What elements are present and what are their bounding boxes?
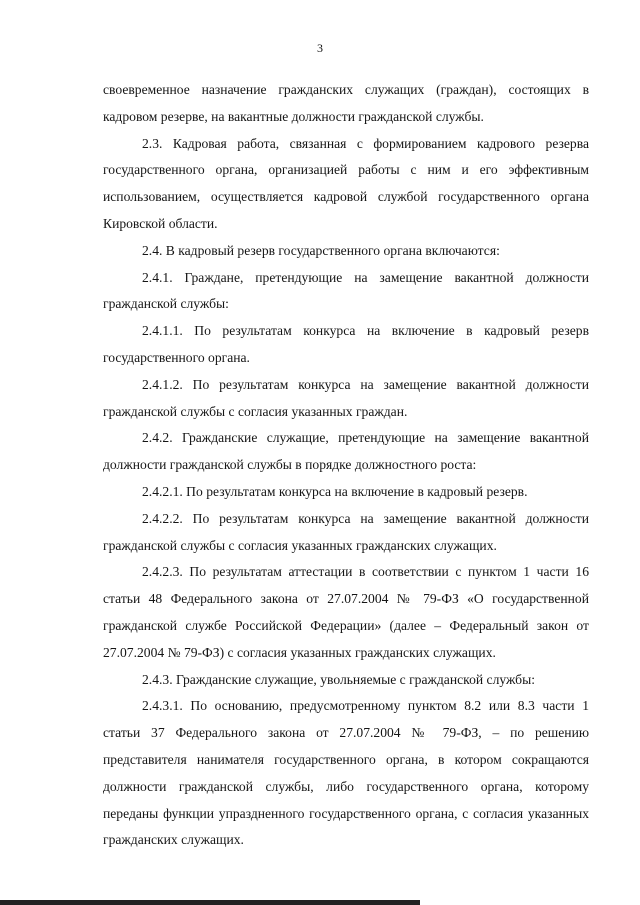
paragraph-2-4-2-1: 2.4.2.1. По результатам конкурса на включение в кадровый резерв. xyxy=(142,483,528,499)
paragraph-continuation: своевременное назначение гражданских служащих (граждан), состоящих в кадровом резерве, на вакантные должности гражданской службы. xyxy=(103,82,589,124)
paragraph-2-4-2-2: 2.4.2.2. По результатам конкурса на замещение вакантной должности гражданской службы с согласия указанных гражданских служащих. xyxy=(103,510,589,553)
paragraph-2-4-2: 2.4.2. Гражданские служащие, претендующие на замещение вакантной должности гражданской службы в порядке должностного роста: xyxy=(103,430,589,473)
page-number: 3 xyxy=(317,41,323,55)
paragraph-2-4-3-1: 2.4.3.1. По основанию, предусмотренному пунктом 8.2 или 8.3 части 1 статьи 37 Федерального закона от 27.07.2004 № 79-ФЗ, – по решению представителя нанимателя государственного органа, в котором сокращаются должности гражданской службы, либо государственного органа, которому переданы функции упраздненного государственного органа, с согласия указанных гражданских служащих. xyxy=(103,698,589,848)
paragraph-2-3: 2.3. Кадровая работа, связанная с формированием кадрового резерва государственного органа, организацией работы с ним и его эффективным использованием, осуществляется кадровой службой государственного органа Кировской области. xyxy=(103,135,589,231)
scan-edge-rule xyxy=(0,900,420,905)
paragraph-2-4-2-3: 2.4.2.3. По результатам аттестации в соответствии с пунктом 1 части 16 статьи 48 Федерального закона от 27.07.2004 № 79-ФЗ «О государственной гражданской службе Российской Федерации» (далее – Федеральный закон от 27.07.2004 № 79-ФЗ) с согласия указанных гражданских служащих. xyxy=(103,564,589,660)
document-body xyxy=(103,77,589,854)
paragraph-2-4-1-1: 2.4.1.1. По результатам конкурса на включение в кадровый резерв государственного органа. xyxy=(103,323,589,365)
paragraph-2-4-1-2: 2.4.1.2. По результатам конкурса на замещение вакантной должности гражданской службы с согласия указанных граждан. xyxy=(103,376,589,419)
paragraph-2-4-1: 2.4.1. Граждане, претендующие на замещение вакантной должности гражданской службы: xyxy=(103,269,589,312)
paragraph-2-4: 2.4. В кадровый резерв государственного органа включаются: xyxy=(142,242,500,258)
paragraph-2-4-3: 2.4.3. Гражданские служащие, увольняемые с гражданской службы: xyxy=(142,671,536,687)
